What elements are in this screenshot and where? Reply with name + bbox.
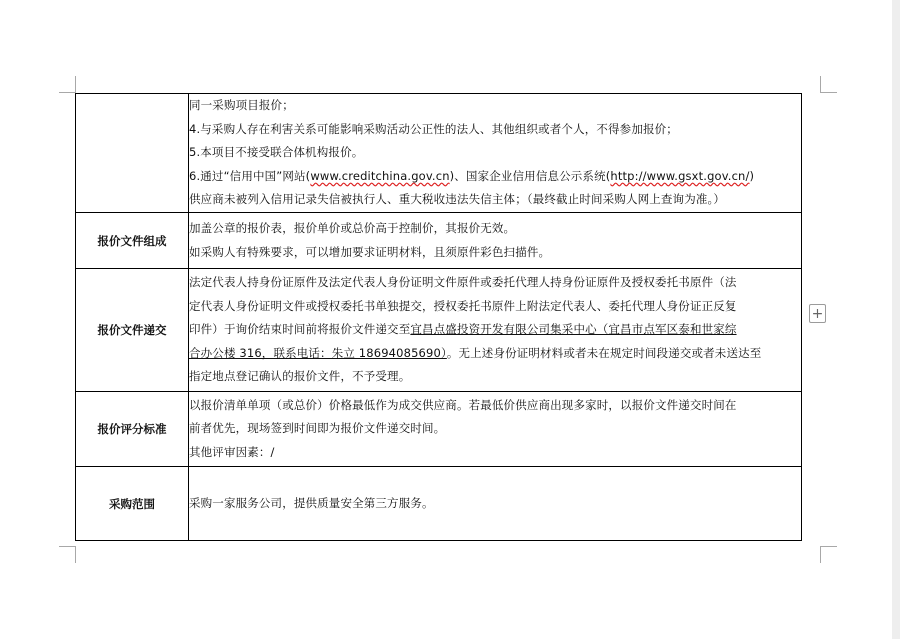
content-line: 同一采购项目报价； [189,98,294,113]
row-label[interactable]: 报价评分标准 [76,392,189,467]
content-line: 采购一家服务公司，提供质量安全第三方服务。 [189,495,434,510]
row-content[interactable] [189,467,802,541]
text-run: 。无上述身份证明材料或者未在规定时间段递交或者未送达至 [446,345,762,360]
content-line: 供应商未被列入信用记录失信被执行人、重大税收违法失信主体；（最终截止时间采购人网上查询为准。） [189,192,726,207]
row-label[interactable] [76,94,189,213]
row-content[interactable] [189,94,802,213]
table-row [76,467,802,541]
table-row [76,94,802,213]
content-line [189,342,801,366]
submission-address-contact: 合办公楼 316，联系电话：朱立 18694085690） [189,345,447,360]
table-row [76,269,802,392]
margin-corner-top-left [59,76,76,93]
margin-corner-bottom-left [59,546,76,563]
row-label[interactable]: 采购范围 [76,467,189,541]
content-line: 4.与采购人存在利害关系可能影响采购活动公正性的法人、其他组织或者个人，不得参加报价； [189,121,678,136]
content-line: 前者优先，现场签到时间即为报价文件递交时间。 [189,421,446,436]
vertical-scrollbar[interactable] [892,0,900,639]
add-column-button[interactable] [809,304,826,323]
content-line: 以报价清单单项（或总价）价格最低作为成交供应商。若最低价供应商出现多家时，以报价文件递交时间在 [189,397,737,412]
margin-corner-top-right [820,76,837,93]
text-run: 6.通过“信用中国”网站( [189,168,311,183]
row-content[interactable] [189,213,802,269]
content-line: 如采购人有特殊要求，可以增加要求证明材料，且须原件彩色扫描件。 [189,244,551,259]
row-content[interactable] [189,269,802,392]
creditchina-link[interactable]: www.creditchina.gov.cn [310,168,450,183]
row-content[interactable] [189,392,802,467]
plus-icon: + [811,306,824,322]
text-run: )、国家企业信用信息公示系统( [449,168,611,183]
gsxt-link[interactable]: http://www.gsxt.gov.cn/ [610,168,750,183]
procurement-table [75,93,802,541]
content-line: 定代表人身份证明文件或授权委托书单独提交，授权委托书原件上附法定代表人、委托代理人身份证正反复 [189,298,737,313]
text-run: 印件）于询价结束时间前将报价文件递交至 [189,322,411,337]
row-label[interactable]: 报价文件递交 [76,269,189,392]
table-row [76,213,802,269]
content-line [189,318,801,342]
text-run: ) [749,168,755,183]
content-line: 加盖公章的报价表，报价单价或总价高于控制价，其报价无效。 [189,221,516,235]
submission-address: 宜昌点盛投资开发有限公司集采中心（宜昌市点军区泰和世家综 [410,322,737,337]
content-line: 指定地点登记确认的报价文件，不予受理。 [189,369,411,384]
row-label[interactable]: 报价文件组成 [76,213,189,269]
margin-corner-bottom-right [820,546,837,563]
content-line: 其他评审因素：/ [189,444,275,459]
table-row [76,392,802,467]
content-line: 5.本项目不接受联合体机构报价。 [189,145,364,160]
content-line [189,165,801,189]
content-line: 法定代表人持身份证原件及法定代表人身份证明文件原件或委托代理人持身份证原件及授权委托书原件（法 [189,275,737,290]
